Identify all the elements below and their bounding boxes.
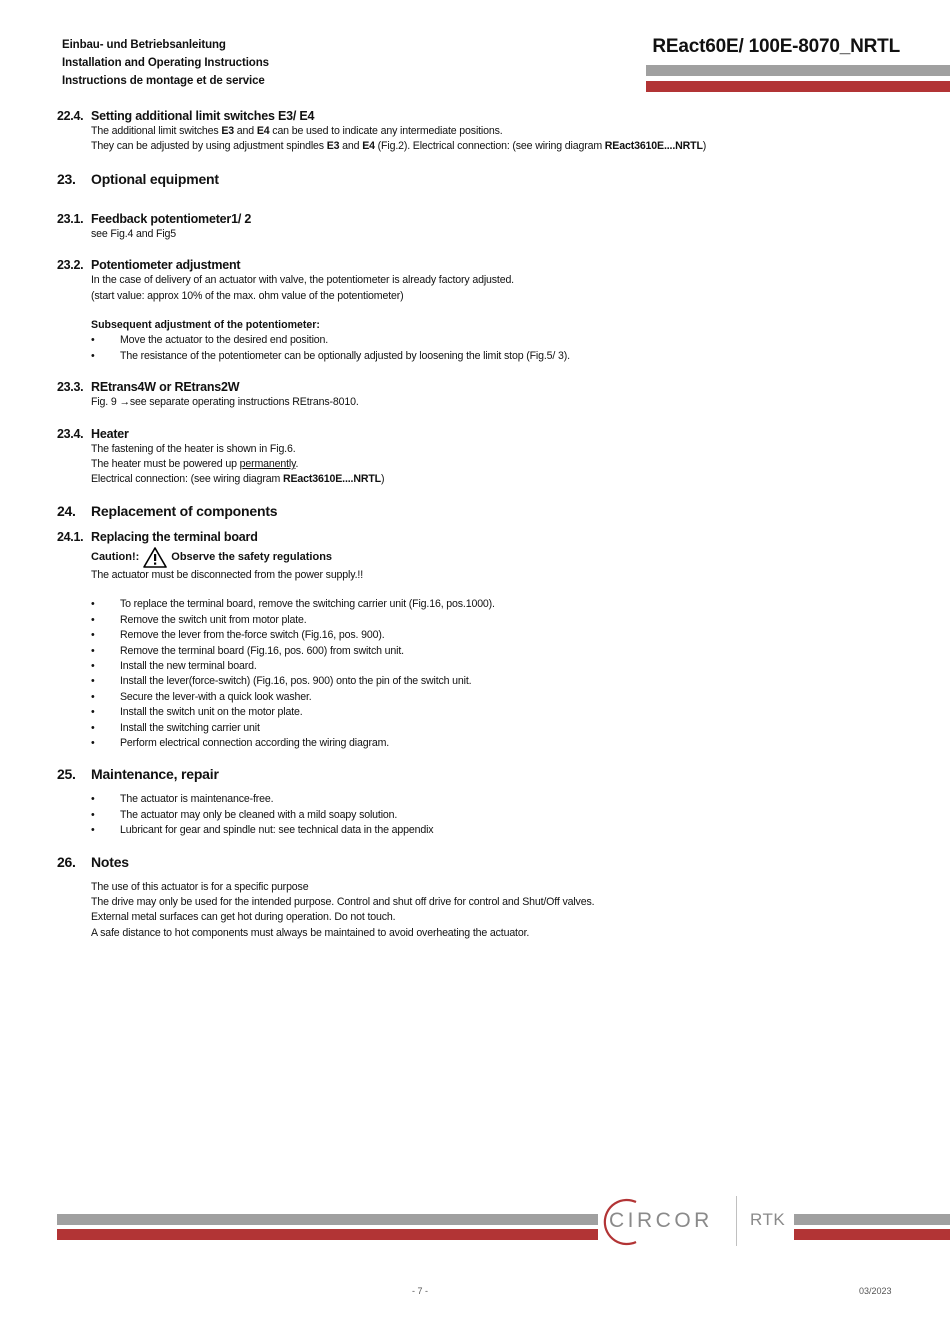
section-title: REtrans4W or REtrans2W [91,380,240,395]
header-line-de: Einbau- und Betriebsanleitung [62,39,226,51]
section-22-4-text [91,124,891,155]
section-title: Replacement of components [91,502,278,519]
header-gray-bar [646,65,950,76]
paragraph-line: The heater must be powered up permanently. [91,458,299,471]
paragraph-line: The use of this actuator is for a specific purpose [91,880,309,893]
list-item: • Remove the terminal board (Fig.16, pos. 600) from switch unit. [91,644,404,657]
paragraph-line: The fastening of the heater is shown in Fig.6. [91,442,296,455]
section-23-4-text [91,442,891,488]
section-number: 25. [57,766,76,783]
paragraph-line: A safe distance to hot components must always be maintained to avoid overheating the actuator. [91,926,530,939]
section-title: Heater [91,426,129,441]
section-title: Setting additional limit switches E3/ E4 [91,109,315,123]
footer-red-bar-right [792,1229,950,1240]
caution-line [91,547,950,568]
section-25-heading [0,765,950,783]
section-26-text [91,880,891,942]
header-line-fr: Instructions de montage et de service [62,75,265,87]
paragraph-line: (start value: approx 10% of the max. ohm value of the potentiometer) [91,289,404,302]
section-23-4-heading [0,426,950,442]
header-language-lines [62,36,269,90]
list-item: • The resistance of the potentiometer can be optionally adjusted by loosening the limit stop (Fig.5/ 3). [91,349,570,362]
footer-red-bar [57,1229,603,1240]
section-number: 23.1. [57,211,84,226]
page-content [0,108,950,941]
section-24-1-text: The actuator must be disconnected from the power supply.!! [91,568,363,581]
section-title: Replacing the terminal board [91,529,258,544]
list-item: • The actuator may only be cleaned with a mild soapy solution. [91,808,398,821]
section-23-3-heading [0,379,950,395]
list-item: • Install the lever(force-switch) (Fig.16, pos. 900) onto the pin of the switch unit. [91,675,472,688]
section-title: Potentiometer adjustment [91,258,241,273]
section-24-heading [0,502,950,520]
list-item: • Install the switch unit on the motor plate. [91,706,303,719]
list-item: • Remove the switch unit from motor plate. [91,613,307,626]
warning-triangle-icon [143,547,167,568]
section-number: 23.3. [57,380,84,395]
list-item: • To replace the terminal board, remove the switching carrier unit (Fig.16, pos.1000). [91,598,495,611]
section-23-2-heading [0,257,950,273]
list-item: • The actuator is maintenance-free. [91,793,274,806]
paragraph-line: In the case of delivery of an actuator with valve, the potentiometer is already factory adjusted. [91,274,514,287]
list-item: • Remove the lever from the-force switch (Fig.16, pos. 900). [91,629,385,642]
section-23-1-text: see Fig.4 and Fig5 [91,227,177,240]
section-22-4-heading [0,108,950,124]
list-item: • Install the switching carrier unit [91,721,260,734]
paragraph-line: Electrical connection: (see wiring diagram REact3610E....NRTL) [91,473,385,486]
section-number: 26. [57,853,76,870]
section-number: 23. [57,170,76,187]
paragraph-line: The drive may only be used for the intended purpose. Control and shut off drive for control and Shut/Off valves. [91,895,595,908]
paragraph-line: The additional limit switches E3 and E4 can be used to indicate any intermediate positions. [91,125,503,137]
section-number: 23.4. [57,426,84,441]
section-24-1-heading [0,529,950,545]
list-item: • Move the actuator to the desired end position. [91,334,329,347]
section-26-heading [0,853,950,871]
paragraph-line: External metal surfaces can get hot during operation. Do not touch. [91,911,396,924]
page-number: - 7 - [412,1286,429,1296]
document-title: REact60E/ 100E-8070_NRTL [652,36,900,57]
section-number: 22.4. [57,109,84,123]
caution-label: Caution!: [91,551,140,564]
company-logo [598,1196,794,1248]
section-number: 24.1. [57,529,84,544]
list-item: • Install the new terminal board. [91,659,257,672]
potentiometer-subheading: Subsequent adjustment of the potentiometer: [91,319,320,332]
list-item: • Perform electrical connection according the wiring diagram. [91,736,390,749]
section-title: Notes [91,853,129,870]
section-title: Optional equipment [91,170,219,187]
section-number: 23.2. [57,258,84,273]
header-red-bar [646,81,950,92]
section-23-2-text [91,273,891,304]
logo-brand: RTK [750,1210,786,1229]
section-number: 24. [57,502,76,519]
list-item: • Lubricant for gear and spindle nut: see technical data in the appendix [91,824,434,837]
arrow-right-icon: → [119,396,130,409]
section-title: Feedback potentiometer1/ 2 [91,211,252,226]
logo-divider [736,1196,737,1246]
paragraph-line: They can be adjusted by using adjustment spindles E3 and E4 (Fig.2). Electrical connection: (see wiring diagram REact3610E....NRTL) [91,140,707,153]
revision-date: 03/2023 [859,1286,892,1296]
section-23-3-text: Fig. 9 →see separate operating instructions REtrans-8010. [91,396,359,409]
list-item: • Secure the lever-with a quick look washer. [91,690,312,703]
logo-wordmark: CIRCOR [609,1209,713,1232]
header-line-en: Installation and Operating Instructions [62,57,269,69]
footer-gray-bar [57,1214,603,1225]
caution-text: Observe the safety regulations [171,551,333,564]
section-23-heading [0,170,950,188]
footer-gray-bar-right [792,1214,950,1225]
section-title: Maintenance, repair [91,766,219,783]
section-23-1-heading [0,211,950,227]
